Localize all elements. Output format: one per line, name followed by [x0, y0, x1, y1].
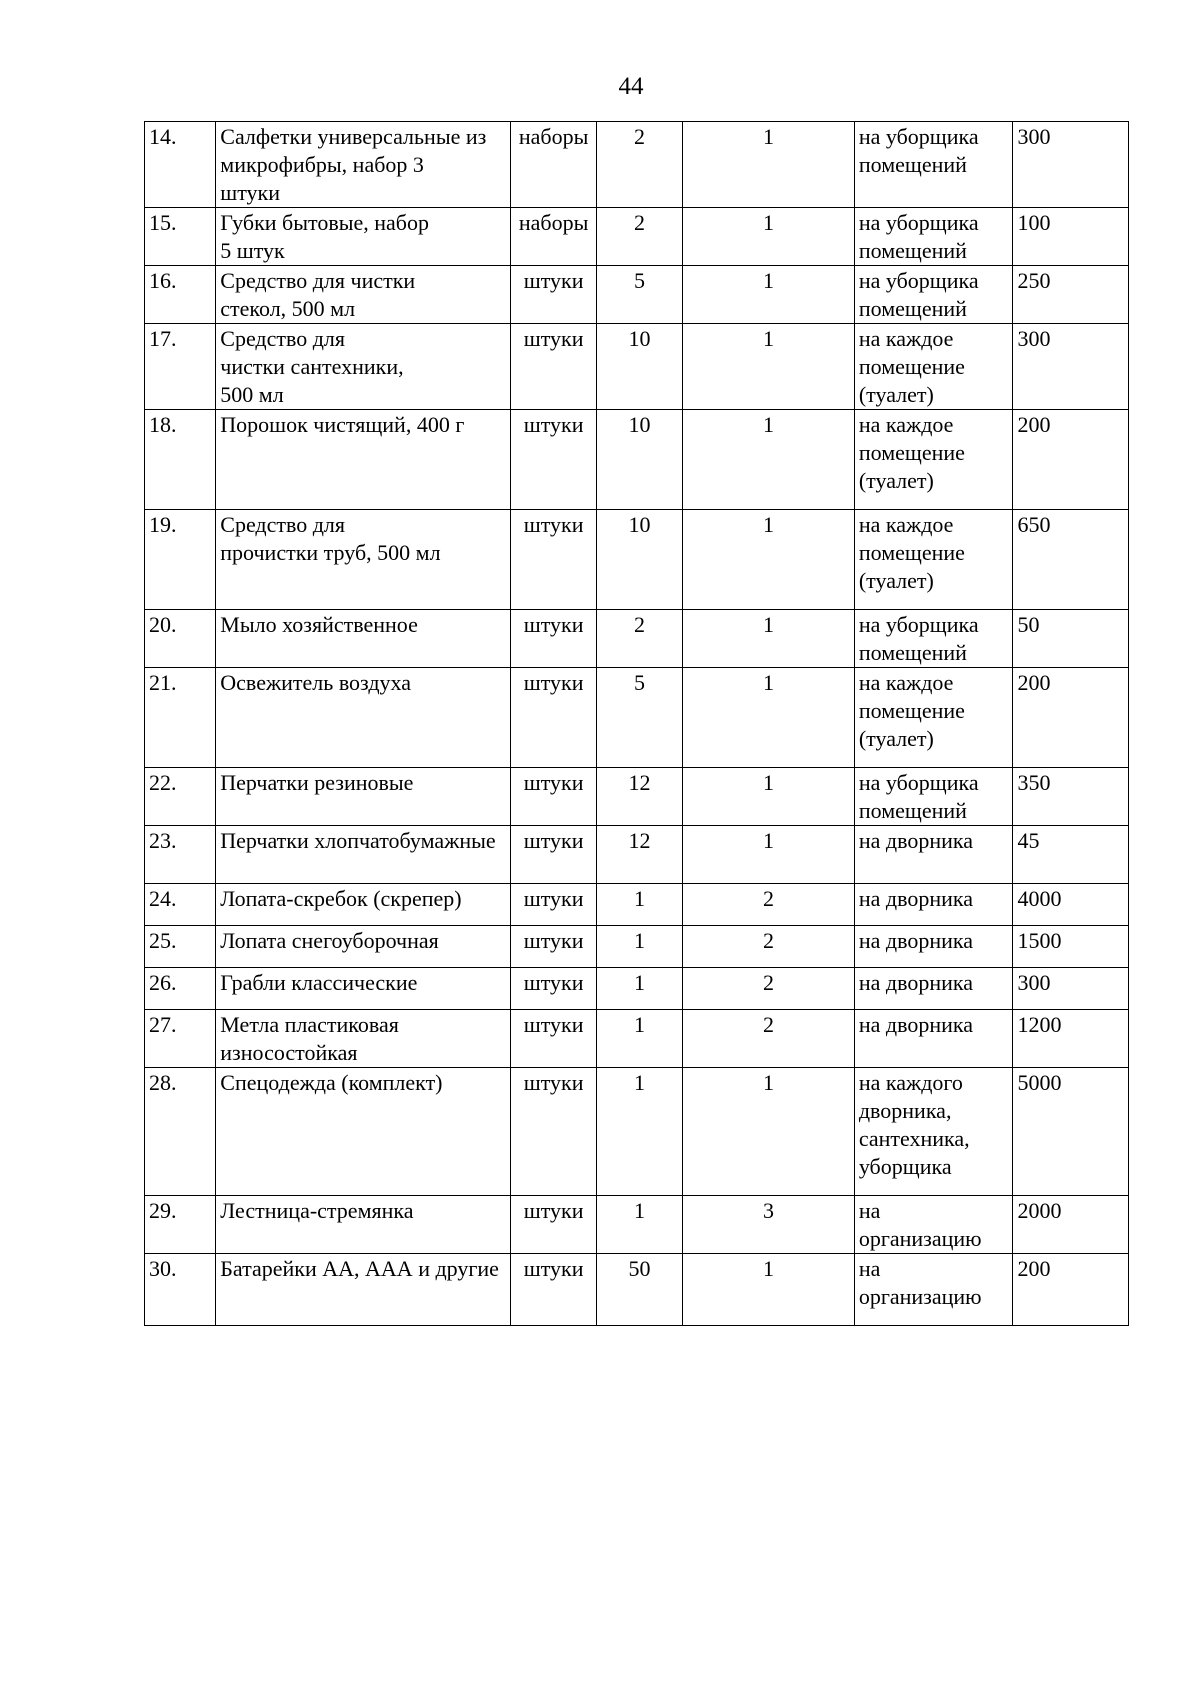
item-unit: штуки: [511, 926, 596, 968]
item-price: 300: [1013, 324, 1129, 410]
item-period: 1: [683, 826, 855, 884]
item-quantity: 10: [596, 324, 682, 410]
table-row: [145, 510, 1129, 610]
item-quantity: 2: [596, 208, 682, 266]
row-number: 25.: [145, 926, 216, 968]
table-body: [145, 122, 1129, 1326]
row-number: 20.: [145, 610, 216, 668]
item-norm: на каждое помещение (туалет): [854, 510, 1013, 610]
item-name: Грабли классические: [216, 968, 511, 1010]
item-period: 2: [683, 968, 855, 1010]
item-quantity: 12: [596, 768, 682, 826]
item-quantity: 10: [596, 410, 682, 510]
item-period: 1: [683, 1068, 855, 1196]
row-number: 26.: [145, 968, 216, 1010]
item-price: 4000: [1013, 884, 1129, 926]
item-norm: на дворника: [854, 968, 1013, 1010]
item-norm: на уборщика помещений: [854, 610, 1013, 668]
row-number: 28.: [145, 1068, 216, 1196]
item-name: Порошок чистящий, 400 г: [216, 410, 511, 510]
row-number: 30.: [145, 1254, 216, 1326]
item-name: Перчатки хлопчатобумажные: [216, 826, 511, 884]
item-norm: на организацию: [854, 1196, 1013, 1254]
item-period: 1: [683, 410, 855, 510]
item-name: Спецодежда (комплект): [216, 1068, 511, 1196]
item-norm: на дворника: [854, 926, 1013, 968]
item-norm: на уборщика помещений: [854, 266, 1013, 324]
item-norm: на дворника: [854, 884, 1013, 926]
item-price: 300: [1013, 122, 1129, 208]
item-price: 200: [1013, 1254, 1129, 1326]
item-quantity: 2: [596, 610, 682, 668]
item-price: 5000: [1013, 1068, 1129, 1196]
item-period: 1: [683, 324, 855, 410]
row-number: 14.: [145, 122, 216, 208]
row-number: 15.: [145, 208, 216, 266]
item-period: 1: [683, 208, 855, 266]
item-unit: штуки: [511, 768, 596, 826]
item-unit: штуки: [511, 410, 596, 510]
item-period: 2: [683, 884, 855, 926]
table-row: [145, 826, 1129, 884]
item-norm: на уборщика помещений: [854, 208, 1013, 266]
table-row: [145, 266, 1129, 324]
item-quantity: 1: [596, 926, 682, 968]
row-number: 16.: [145, 266, 216, 324]
row-number: 23.: [145, 826, 216, 884]
item-norm: на организацию: [854, 1254, 1013, 1326]
item-name: Освежитель воздуха: [216, 668, 511, 768]
item-name: Лопата-скребок (скрепер): [216, 884, 511, 926]
row-number: 21.: [145, 668, 216, 768]
table-row: [145, 1010, 1129, 1068]
item-quantity: 5: [596, 266, 682, 324]
row-number: 24.: [145, 884, 216, 926]
item-quantity: 2: [596, 122, 682, 208]
item-name: Перчатки резиновые: [216, 768, 511, 826]
item-name: Губки бытовые, набор 5 штук: [216, 208, 511, 266]
row-number: 19.: [145, 510, 216, 610]
item-price: 200: [1013, 668, 1129, 768]
item-quantity: 1: [596, 884, 682, 926]
item-norm: на каждое помещение (туалет): [854, 324, 1013, 410]
table-row: [145, 884, 1129, 926]
item-quantity: 1: [596, 1010, 682, 1068]
item-price: 2000: [1013, 1196, 1129, 1254]
item-unit: штуки: [511, 884, 596, 926]
item-name: Средство для чистки сантехники, 500 мл: [216, 324, 511, 410]
item-norm: на уборщика помещений: [854, 122, 1013, 208]
item-norm: на каждого дворника, сантехника, уборщика: [854, 1068, 1013, 1196]
item-unit: штуки: [511, 1010, 596, 1068]
table-row: [145, 410, 1129, 510]
item-period: 1: [683, 610, 855, 668]
item-norm: на дворника: [854, 826, 1013, 884]
item-unit: штуки: [511, 266, 596, 324]
item-unit: штуки: [511, 610, 596, 668]
item-name: Мыло хозяйственное: [216, 610, 511, 668]
item-period: 2: [683, 926, 855, 968]
item-price: 250: [1013, 266, 1129, 324]
item-price: 300: [1013, 968, 1129, 1010]
item-quantity: 12: [596, 826, 682, 884]
item-unit: штуки: [511, 1254, 596, 1326]
row-number: 22.: [145, 768, 216, 826]
item-price: 350: [1013, 768, 1129, 826]
table-row: [145, 1254, 1129, 1326]
item-norm: на каждое помещение (туалет): [854, 668, 1013, 768]
item-name: Средство для прочистки труб, 500 мл: [216, 510, 511, 610]
table-row: [145, 768, 1129, 826]
row-number: 27.: [145, 1010, 216, 1068]
item-name: Средство для чистки стекол, 500 мл: [216, 266, 511, 324]
item-quantity: 1: [596, 968, 682, 1010]
item-period: 1: [683, 122, 855, 208]
table-row: [145, 324, 1129, 410]
item-period: 2: [683, 1010, 855, 1068]
row-number: 29.: [145, 1196, 216, 1254]
table-row: [145, 668, 1129, 768]
item-norm: на дворника: [854, 1010, 1013, 1068]
item-unit: штуки: [511, 668, 596, 768]
item-price: 1500: [1013, 926, 1129, 968]
item-name: Метла пластиковая износостойкая: [216, 1010, 511, 1068]
table-row: [145, 610, 1129, 668]
item-period: 3: [683, 1196, 855, 1254]
item-quantity: 1: [596, 1196, 682, 1254]
item-unit: штуки: [511, 324, 596, 410]
item-price: 45: [1013, 826, 1129, 884]
item-period: 1: [683, 668, 855, 768]
table-row: [145, 968, 1129, 1010]
item-unit: наборы: [511, 122, 596, 208]
supplies-table: [144, 121, 1129, 1326]
item-norm: на каждое помещение (туалет): [854, 410, 1013, 510]
item-unit: штуки: [511, 968, 596, 1010]
row-number: 17.: [145, 324, 216, 410]
item-name: Салфетки универсальные из микрофибры, набор 3 штуки: [216, 122, 511, 208]
table-row: [145, 1068, 1129, 1196]
item-period: 1: [683, 768, 855, 826]
item-price: 100: [1013, 208, 1129, 266]
item-price: 200: [1013, 410, 1129, 510]
item-unit: штуки: [511, 510, 596, 610]
item-period: 1: [683, 266, 855, 324]
item-quantity: 5: [596, 668, 682, 768]
item-unit: штуки: [511, 1068, 596, 1196]
item-unit: штуки: [511, 1196, 596, 1254]
item-unit: наборы: [511, 208, 596, 266]
table-row: [145, 926, 1129, 968]
table-row: [145, 1196, 1129, 1254]
item-price: 650: [1013, 510, 1129, 610]
item-quantity: 50: [596, 1254, 682, 1326]
item-period: 1: [683, 510, 855, 610]
item-price: 50: [1013, 610, 1129, 668]
item-name: Батарейки АА, ААА и другие: [216, 1254, 511, 1326]
item-price: 1200: [1013, 1010, 1129, 1068]
table-row: [145, 208, 1129, 266]
page-number: 44: [618, 73, 644, 100]
item-name: Лестница-стремянка: [216, 1196, 511, 1254]
item-period: 1: [683, 1254, 855, 1326]
item-quantity: 10: [596, 510, 682, 610]
item-norm: на уборщика помещений: [854, 768, 1013, 826]
table-row: [145, 122, 1129, 208]
item-name: Лопата снегоуборочная: [216, 926, 511, 968]
item-unit: штуки: [511, 826, 596, 884]
row-number: 18.: [145, 410, 216, 510]
item-quantity: 1: [596, 1068, 682, 1196]
